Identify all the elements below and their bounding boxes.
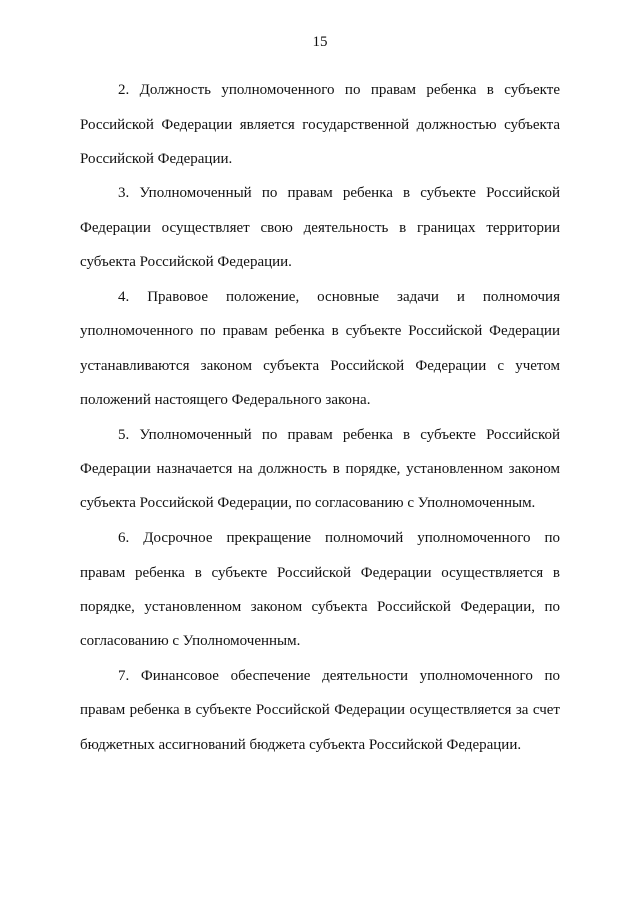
paragraph-2-line-3: Российской Федерации. (80, 151, 233, 167)
paragraph-4-line-3: устанавливаются законом субъекта Российской Федерации с учетом (80, 358, 560, 374)
paragraph-6-line-3: порядке, установленном законом субъекта Российской Федерации, по (80, 599, 560, 615)
paragraph-7-line-2: правам ребенка в субъекте Российской Федерации осуществляется за счет (80, 702, 560, 718)
paragraph-5-line-1: 5. Уполномоченный по правам ребенка в субъекте Российской (118, 427, 560, 443)
paragraph-6-line-2: правам ребенка в субъекте Российской Федерации осуществляется в (80, 565, 560, 581)
paragraph-3-line-2: Федерации осуществляет свою деятельность в границах территории (80, 220, 560, 236)
paragraph-4-line-4: положений настоящего Федерального закона. (80, 392, 371, 408)
paragraph-4-line-1: 4. Правовое положение, основные задачи и полномочия (118, 289, 560, 305)
paragraph-6-line-1: 6. Досрочное прекращение полномочий уполномоченного по (118, 530, 560, 546)
paragraph-3-line-3: субъекта Российской Федерации. (80, 254, 292, 270)
paragraph-7-line-1: 7. Финансовое обеспечение деятельности уполномоченного по (118, 668, 560, 684)
paragraph-5-line-3: субъекта Российской Федерации, по согласованию с Уполномоченным. (80, 495, 536, 511)
paragraph-7-line-3: бюджетных ассигнований бюджета субъекта Российской Федерации. (80, 737, 522, 753)
paragraph-5-line-2: Федерации назначается на должность в порядке, установленном законом (80, 461, 560, 477)
paragraph-6-line-4: согласованию с Уполномоченным. (80, 633, 301, 649)
paragraph-2-line-2: Российской Федерации является государственной должностью субъекта (80, 117, 560, 133)
page-number: 15 (312, 34, 328, 50)
paragraph-3-line-1: 3. Уполномоченный по правам ребенка в субъекте Российской (118, 185, 560, 201)
paragraph-2-line-1: 2. Должность уполномоченного по правам ребенка в субъекте (118, 82, 560, 98)
paragraph-4-line-2: уполномоченного по правам ребенка в субъекте Российской Федерации (80, 323, 560, 339)
